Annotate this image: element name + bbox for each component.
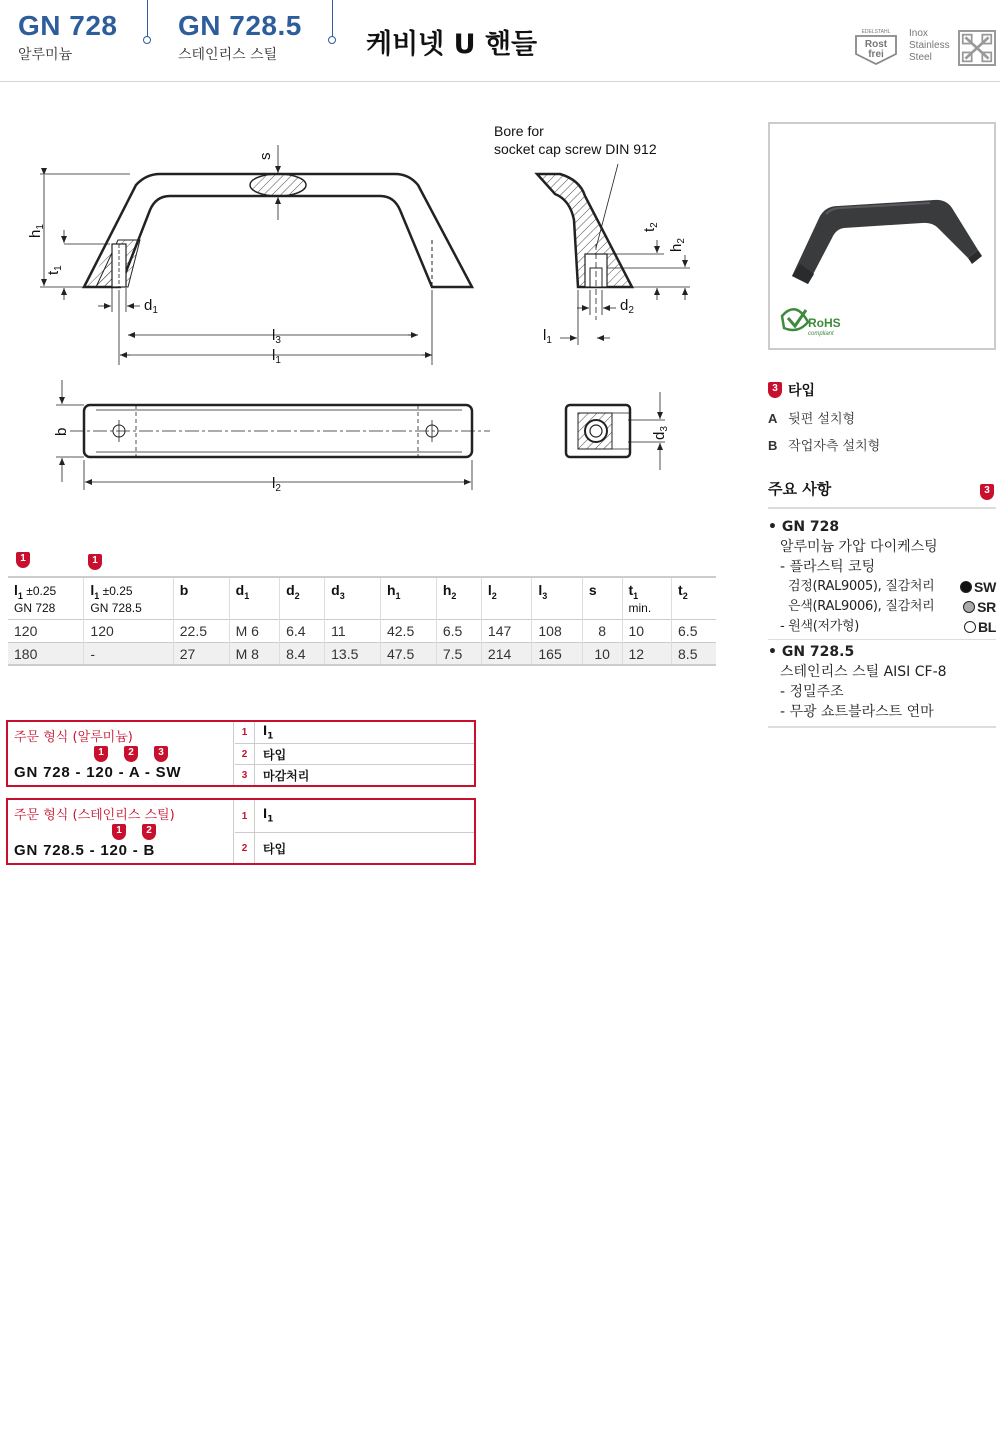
product-material: 스테인리스 스틸: [178, 47, 278, 63]
type-label: 작업자측 설치형: [788, 439, 881, 454]
table-cell: 27: [173, 642, 229, 665]
order-row: [235, 800, 474, 833]
type-item-a: [768, 408, 996, 427]
finish-code: SR: [977, 599, 996, 615]
order-row-label: l: [263, 723, 268, 738]
spec-table: [8, 576, 716, 666]
header-subscript: 2: [294, 590, 300, 601]
table-header-cell: [380, 577, 436, 619]
table-cell: 108: [532, 619, 582, 642]
inox-line: Steel: [909, 52, 932, 63]
dim-t1: $t_1$: [45, 265, 64, 275]
features-section: [768, 478, 996, 728]
features-heading: [768, 478, 996, 509]
table-header-cell: [229, 577, 279, 619]
product-gn728: [18, 10, 118, 64]
handle-image: [770, 124, 994, 348]
table-body: [8, 619, 716, 665]
product-code: GN 728: [18, 10, 118, 41]
table-cell: 8.4: [280, 642, 325, 665]
table-cell: 7.5: [436, 642, 481, 665]
header-tolerance: ±0.25: [22, 584, 57, 598]
product-gn7285: [178, 10, 302, 64]
order-format-stainless: [6, 798, 476, 865]
header-tolerance: ±0.25: [99, 584, 133, 598]
table-cell: 180: [8, 642, 84, 665]
header-second-line: min.: [628, 600, 652, 615]
features-title: 주요 사항: [768, 480, 832, 498]
rostfrei-text: Rost: [864, 39, 888, 50]
stainless-logo-icon: [958, 30, 996, 66]
bore-label-line: socket cap screw DIN 912: [494, 141, 657, 157]
header-symbol: l: [14, 582, 18, 598]
top-view: [56, 380, 665, 490]
order-marker-2: 2: [124, 746, 138, 762]
black-dot-icon: [960, 581, 972, 593]
dim-l3: $l_3$: [272, 327, 281, 346]
marker-3: 3: [768, 382, 782, 398]
feature-text: 알루미늄 가압 다이케스팅: [780, 539, 938, 555]
header-symbol: t: [628, 582, 634, 598]
table-cell: M 8: [229, 642, 279, 665]
divider-dot: [328, 36, 336, 44]
table-cell: 10: [622, 619, 672, 642]
type-code: A: [768, 411, 778, 426]
header-symbol: l: [538, 582, 543, 598]
table-cell: 42.5: [380, 619, 436, 642]
rostfrei-top-text: EDELSTAHL: [861, 29, 891, 35]
finish-label: - 원색(저가형): [780, 619, 860, 634]
header-symbol: d: [331, 582, 340, 598]
table-cell: 13.5: [325, 642, 381, 665]
rohs-icon: [782, 309, 841, 337]
table-cell: 214: [481, 642, 531, 665]
header-symbol: d: [286, 582, 295, 598]
finish-label: 검정(RAL9005), 질감처리: [788, 579, 935, 594]
header-subscript: 1: [94, 590, 100, 601]
silver-dot-icon: [963, 601, 975, 613]
type-label: 뒷편 설치형: [788, 412, 856, 427]
table-header-cell: [280, 577, 325, 619]
table-header-cell: [173, 577, 229, 619]
order-title: 주문 형식 (스테인리스 스틸): [14, 808, 175, 823]
order-row-label: 타입: [263, 747, 287, 762]
table-cell: M 6: [229, 619, 279, 642]
rohs-sub-text: compliant: [808, 331, 834, 337]
spec-table-section: [8, 550, 716, 666]
table-header-cell: [436, 577, 481, 619]
header-second-line: GN 728.5: [90, 600, 142, 615]
header-subscript: 2: [682, 590, 688, 601]
table-cell: 47.5: [380, 642, 436, 665]
table-cell: 6.5: [672, 619, 716, 642]
table-markers: [8, 550, 716, 576]
table-cell: 22.5: [173, 619, 229, 642]
inox-line: Stainless: [909, 40, 950, 51]
header-symbol: s: [588, 582, 597, 598]
header-symbol: l: [90, 582, 95, 598]
dim-l1-side: $l_1$: [543, 327, 552, 346]
order-row-label: 마감처리: [263, 768, 310, 783]
dim-d3: $d_3$: [651, 426, 670, 440]
dim-h2: $h_2$: [668, 238, 687, 252]
side-view: [537, 164, 690, 345]
marker-1: 1: [88, 554, 102, 570]
table-cell: 6.5: [436, 619, 481, 642]
feature-text: 스테인리스 스틸 AISI CF-8: [780, 664, 947, 680]
dim-d2: $d_2$: [620, 297, 634, 316]
order-format-aluminum: [6, 720, 476, 787]
dim-l1: $l_1$: [272, 347, 281, 366]
header-symbol: t: [678, 582, 683, 598]
order-code: GN 728 - 120 - A - SW: [14, 764, 182, 781]
finish-bl: [768, 617, 996, 637]
divider: [147, 0, 148, 38]
order-row-num: 1: [235, 722, 255, 743]
finish-label: 은색(RAL9006), 질감처리: [788, 599, 935, 614]
table-header-row: [8, 577, 716, 619]
feature-text: - 정밀주조: [780, 684, 844, 700]
header-symbol: l: [487, 582, 492, 598]
feature-gn7285: • GN 728.5: [768, 639, 996, 662]
header-symbol: h: [386, 582, 396, 598]
table-cell: 120: [8, 619, 84, 642]
divider: [332, 0, 333, 38]
type-code: B: [768, 438, 778, 453]
finish-sw: [768, 577, 996, 597]
table-header-cell: [84, 577, 173, 619]
table-cell: 165: [532, 642, 582, 665]
order-marker-1: 1: [112, 824, 126, 840]
table-cell: 10: [582, 642, 622, 665]
table-cell: 11: [325, 619, 381, 642]
order-title: 주문 형식 (알루미늄): [14, 730, 133, 745]
header-subscript: 1: [17, 590, 23, 601]
table-cell: -: [84, 642, 173, 665]
type-title: 타입: [788, 383, 816, 399]
header-subscript: 1: [633, 590, 639, 601]
table-row: [8, 619, 716, 642]
header-second-line: GN 728: [14, 600, 56, 615]
order-row-label: l: [263, 807, 268, 822]
page-header: [0, 0, 1000, 82]
header-symbol: d: [235, 582, 245, 598]
table-header-cell: [481, 577, 531, 619]
product-material: 알루미늄: [18, 47, 73, 63]
features-body: [768, 509, 996, 728]
table-cell: 147: [481, 619, 531, 642]
order-row-num: 3: [235, 765, 255, 785]
feature-text: - 플라스틱 코팅: [780, 559, 876, 575]
table-header-cell: [582, 577, 622, 619]
table-header-cell: [325, 577, 381, 619]
header-symbol: b: [179, 582, 189, 598]
dim-s: s: [257, 152, 274, 160]
dim-h1: $h_1$: [27, 224, 46, 238]
header-symbol: h: [442, 582, 452, 598]
order-row: [235, 722, 474, 744]
inox-line: Inox: [909, 28, 928, 39]
front-view: [40, 145, 472, 365]
table-cell: 120: [84, 619, 173, 642]
feature-gn728: • GN 728: [768, 519, 840, 535]
dim-b: b: [53, 427, 70, 436]
bore-label-line: Bore for: [494, 123, 544, 139]
dim-d1: $d_1$: [144, 297, 158, 316]
table-header-cell: [622, 577, 672, 619]
technical-drawing: [0, 100, 760, 520]
order-row: [235, 765, 474, 785]
table-header-cell: [672, 577, 716, 619]
finish-sr: [768, 597, 996, 617]
type-section: [768, 380, 996, 454]
order-marker-1: 1: [94, 746, 108, 762]
order-row-sub: 1: [267, 731, 274, 742]
order-row-sub: 1: [267, 814, 274, 825]
divider-dot: [143, 36, 151, 44]
order-code: GN 728.5 - 120 - B: [14, 842, 156, 859]
header-subscript: 1: [244, 590, 250, 601]
dim-l2: $l_2$: [272, 475, 281, 494]
table-header-cell: [532, 577, 582, 619]
order-row-label: 타입: [263, 841, 287, 856]
header-subscript: 2: [491, 590, 497, 601]
marker-1: 1: [16, 552, 30, 568]
type-item-b: [768, 435, 996, 454]
finish-code: BL: [977, 619, 996, 635]
order-row-num: 2: [235, 833, 255, 863]
table-cell: 8: [582, 619, 622, 642]
header-subscript: 3: [339, 590, 345, 601]
table-cell: 12: [622, 642, 672, 665]
rostfrei-text: frei: [868, 49, 884, 60]
table-row: [8, 642, 716, 665]
dim-t2: $t_2$: [641, 222, 660, 232]
order-row: [235, 833, 474, 863]
type-heading: [768, 380, 996, 400]
table-cell: 6.4: [280, 619, 325, 642]
feature-text: - 무광 쇼트블라스트 연마: [780, 704, 934, 720]
product-code: GN 728.5: [178, 10, 302, 41]
order-marker-2: 2: [142, 824, 156, 840]
header-subscript: 2: [451, 590, 457, 601]
order-row-num: 2: [235, 744, 255, 764]
page-title: 케비넷 U 핸들: [366, 29, 538, 60]
inox-label: [909, 28, 950, 64]
header-subscript: 1: [395, 590, 401, 601]
finish-code: SW: [974, 579, 996, 595]
product-photo: [768, 122, 996, 350]
order-marker-3: 3: [154, 746, 168, 762]
rohs-text: RoHS: [808, 316, 841, 330]
header-subscript: 3: [542, 590, 548, 601]
table-header-cell: [8, 577, 84, 619]
order-row-num: 1: [235, 800, 255, 832]
table-cell: 8.5: [672, 642, 716, 665]
white-dot-icon: [964, 621, 976, 633]
marker-3: 3: [980, 484, 994, 500]
order-row: [235, 744, 474, 765]
rostfrei-badge-icon: [852, 28, 900, 66]
